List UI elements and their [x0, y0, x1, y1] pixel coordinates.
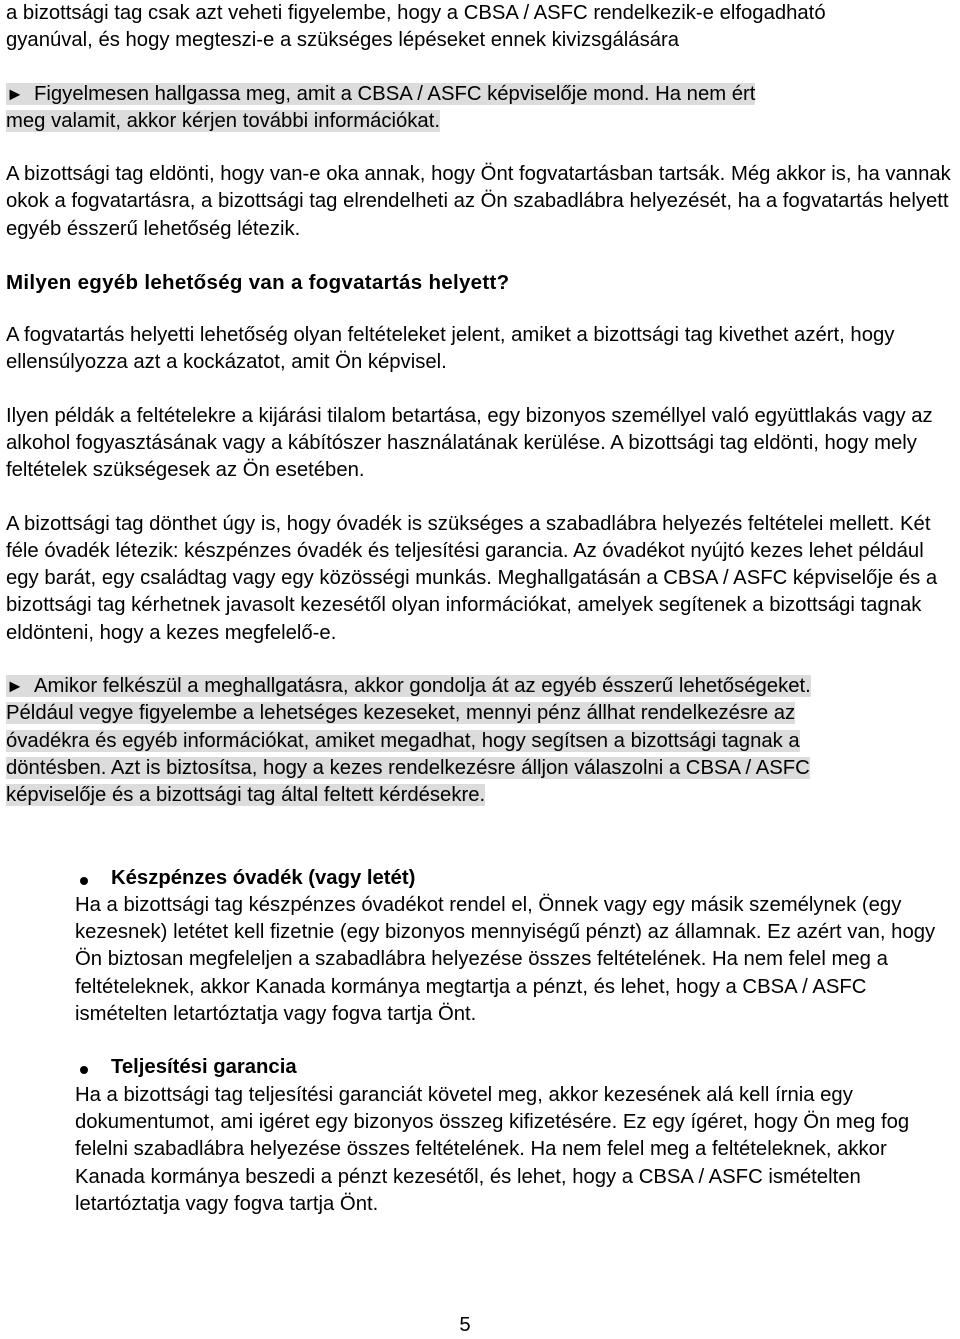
spacer	[6, 243, 958, 269]
document-page	[6, 0, 958, 1218]
tip-listen-line-1: Figyelmesen hallgassa meg, amit a CBSA / ASFC képviselője mond. Ha nem ért	[34, 82, 756, 105]
spacer	[6, 485, 958, 511]
paragraph-bail: A bizottsági tag dönthet úgy is, hogy óvadék is szükséges a szabadlábra helyezés feltételei mellett. Két féle óvadék létezik: készpénzes óvadék és teljesítési garancia. Az óvadékot nyújtó kezes lehet például egy barát, egy családtag vagy egy közösségi munkás. Meghallgatásán a CBSA / ASFC képviselője és a bizottsági tag kérhetnek javasolt kezesétől olyan információkat, amelyek segítenek a bizottsági tagnak eldönteni, hogy a kezes megfelelő-e.	[6, 512, 938, 644]
spacer	[6, 839, 958, 865]
bullet-body-cash-deposit: Ha a bizottsági tag készpénzes óvadékot rendel el, Önnek vagy egy másik személynek (egy kezesnek) letétet kell fizetnie (egy bizonyos mennyiségű pénzt) az államnak. Ez azért van, hogy Ön biztosan megfeleljen a szabadlábra helyezése összes feltételének. Ha nem felel meg a feltételeknek, akkor Kanada kormánya megtartja a pénzt, és lehet, hogy a CBSA / ASFC ismételten letartóztatja vagy fogva tartja Önt.	[75, 893, 936, 1026]
bullet-body-performance-bond: Ha a bizottsági tag teljesítési garanciát követel meg, akkor kezesének alá kell írnia egy dokumentumot, ami igéret egy bizonyos összeg kifizetésére. Ez egy ígéret, hogy Ön meg fog felelni szabadlábra helyezése összes feltételének. Ha nem felel meg a feltételeknek, akkor Kanada kormánya beszedi a pénzt kezesétől, és lehet, hogy a CBSA / ASFC ismételten letartóztatja vagy fogva tartja Önt.	[75, 1083, 910, 1215]
spacer	[6, 135, 958, 161]
bullet-dot-icon	[80, 877, 88, 885]
arrow-right-icon: ►	[6, 676, 24, 697]
bullet-title-cash-deposit: Készpénzes óvadék (vagy letét)	[111, 866, 416, 889]
paragraph-condition-examples: Ilyen példák a feltételekre a kijárási tilalom betartása, egy bizonyos személlyel való együttlakás vagy az alkohol fogyasztásának vagy a kábítószer használatának kerülése. A bizottsági tag eldönti, hogy mely feltételek szükségesek az Ön esetében.	[6, 404, 933, 482]
tip-listen-carefully	[6, 81, 958, 136]
tip-prepare-line-3: óvadékra és egyéb információkat, amiket megadhat, hogy segítsen a bizottsági tagnak a	[6, 729, 800, 752]
tip-prepare-line-4: döntésben. Azt is biztosítsa, hogy a kezes rendelkezésre álljon válaszolni a CBSA / ASFC	[6, 756, 810, 779]
paragraph-reasonable-suspicion: a bizottsági tag csak azt veheti figyelembe, hogy a CBSA / ASFC rendelkezik-e elfogadható gyanúval, és hogy megteszi-e a szükséges lépéseket ennek kivizsgálására	[6, 2, 826, 52]
tip-prepare-line-2: Például vegye figyelembe a lehetséges kezeseket, mennyi pénz állhat rendelkezésre az	[6, 702, 796, 725]
tip-prepare-line-5: képviselője és a bizottsági tag által feltett kérdésekre.	[6, 784, 486, 807]
paragraph-alternative-definition: A fogvatartás helyetti lehetőség olyan feltételeket jelent, amiket a bizottsági tag kivethet azért, hogy ellensúlyozza azt a kockázatot, amit Ön képvisel.	[6, 324, 895, 374]
arrow-right-icon: ►	[6, 83, 24, 104]
spacer	[6, 810, 958, 839]
bullet-cash-deposit	[6, 865, 958, 1029]
tip-listen-line-2: meg valamit, akkor kérjen további információkat.	[6, 109, 440, 132]
page-number: 5	[459, 1314, 471, 1336]
spacer	[6, 55, 958, 81]
spacer	[6, 1028, 958, 1054]
paragraph-detention-reason: A bizottsági tag eldönti, hogy van-e oka annak, hogy Önt fogvatartásban tartsák. Még akkor is, ha vannak okok a fogvatartásra, a bizottsági tag elrendelheti az Ön szabadlábra helyezését, ha a fogvatartás helyett egyéb ésszerű lehetőség létezik.	[6, 163, 951, 240]
tip-prepare-hearing	[6, 673, 958, 809]
spacer	[6, 647, 958, 673]
bullet-performance-bond	[6, 1054, 958, 1218]
spacer	[6, 377, 958, 403]
spacer	[6, 296, 958, 322]
tip-prepare-line-1: Amikor felkészül a meghallgatásra, akkor gondolja át az egyéb ésszerű lehetőségeket.	[34, 675, 811, 698]
section-heading-alternatives: Milyen egyéb lehetőség van a fogvatartás helyett?	[6, 271, 510, 295]
bullet-title-performance-bond: Teljesítési garancia	[111, 1056, 297, 1079]
